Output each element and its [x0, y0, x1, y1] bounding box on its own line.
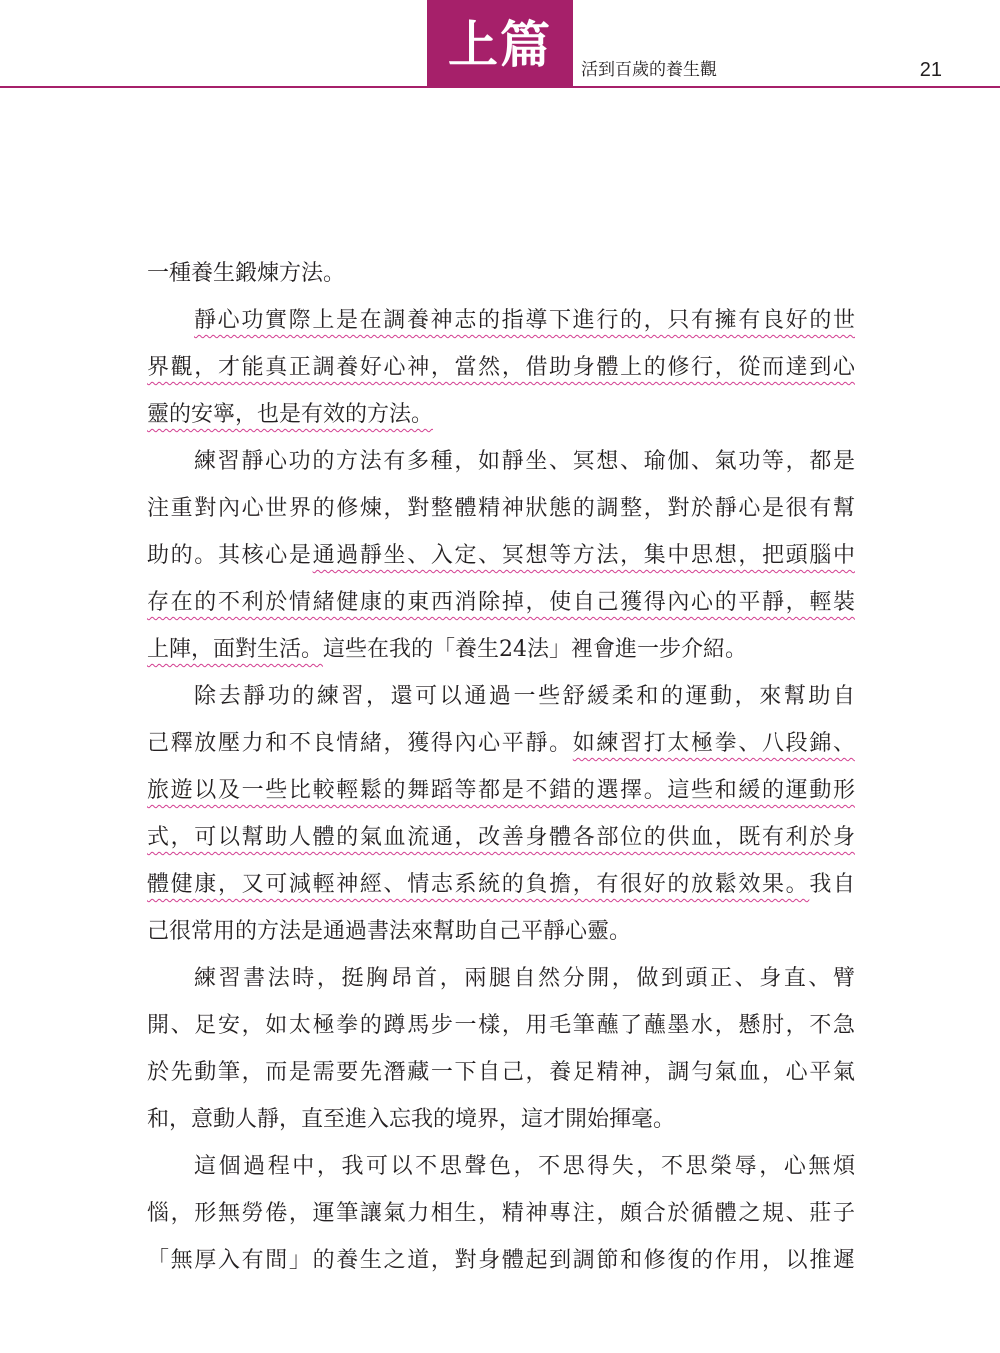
running-title: 活到百歲的養生觀	[581, 60, 717, 80]
text-line-6: 注重對內心世界的修煉，對整體精神狀態的調整，對於靜心是很有幫	[147, 496, 855, 521]
text-line-21: 惱，形無勞倦，運筆讓氣力相生，精神專注，頗合於循體之規、莊子	[147, 1201, 855, 1226]
text-line-19: 和，意動人靜，直至進入忘我的境界，這才開始揮毫。	[147, 1107, 676, 1132]
text-line-4: 靈的安寧，也是有效的方法。	[147, 402, 434, 427]
text-line-10: 除去靜功的練習，還可以通過一些舒緩柔和的運動，來幫助自	[194, 684, 855, 709]
text-line-22: 「無厚入有間」的養生之道，對身體起到調節和修復的作用，以推遲	[147, 1248, 855, 1273]
text-line-1: 一種養生鍛煉方法。	[147, 261, 346, 286]
text-line-18: 於先動筆，而是需要先潛藏一下自己，養足精神，調勻氣血，心平氣	[147, 1060, 855, 1085]
body-text	[147, 250, 855, 1284]
page-number: 21	[919, 59, 942, 81]
text-line-2: 靜心功實際上是在調養神志的指導下進行的，只有擁有良好的世	[194, 308, 855, 333]
text-line-20: 這個過程中，我可以不思聲色，不思得失，不思榮辱，心無煩	[194, 1154, 855, 1179]
text-line-8: 存在的不利於情緒健康的東西消除掉，使自己獲得內心的平靜，輕裝	[147, 590, 855, 615]
text-line-16: 練習書法時，挺胸昂首，兩腿自然分開，做到頭正、身直、臂	[194, 966, 855, 991]
text-line-9: 上陣，面對生活。這些在我的「養生24法」裡會進一步介紹。	[147, 637, 748, 662]
text-line-15: 己很常用的方法是通過書法來幫助自己平靜心靈。	[147, 919, 632, 944]
text-line-13: 式，可以幫助人體的氣血流通，改善身體各部位的供血，既有利於身	[147, 825, 855, 850]
text-line-14: 體健康，又可減輕神經、情志系統的負擔，有很好的放鬆效果。我自	[147, 872, 855, 897]
text-line-11: 己釋放壓力和不良情緒，獲得內心平靜。如練習打太極拳、八段錦、	[147, 731, 855, 756]
text-line-3: 界觀，才能真正調養好心神，當然，借助身體上的修行，從而達到心	[147, 355, 855, 380]
chapter-tab	[427, 0, 573, 88]
text-line-17: 開、足安，如太極拳的蹲馬步一樣，用毛筆蘸了蘸墨水，懸肘，不急	[147, 1013, 855, 1038]
text-line-5: 練習靜心功的方法有多種，如靜坐、冥想、瑜伽、氣功等，都是	[194, 449, 855, 474]
chapter-title: 上篇	[448, 15, 552, 74]
text-line-7: 助的。其核心是通過靜坐、入定、冥想等方法，集中思想，把頭腦中	[147, 543, 855, 568]
text-line-12: 旅遊以及一些比較輕鬆的舞蹈等都是不錯的選擇。這些和緩的運動形	[147, 778, 855, 803]
